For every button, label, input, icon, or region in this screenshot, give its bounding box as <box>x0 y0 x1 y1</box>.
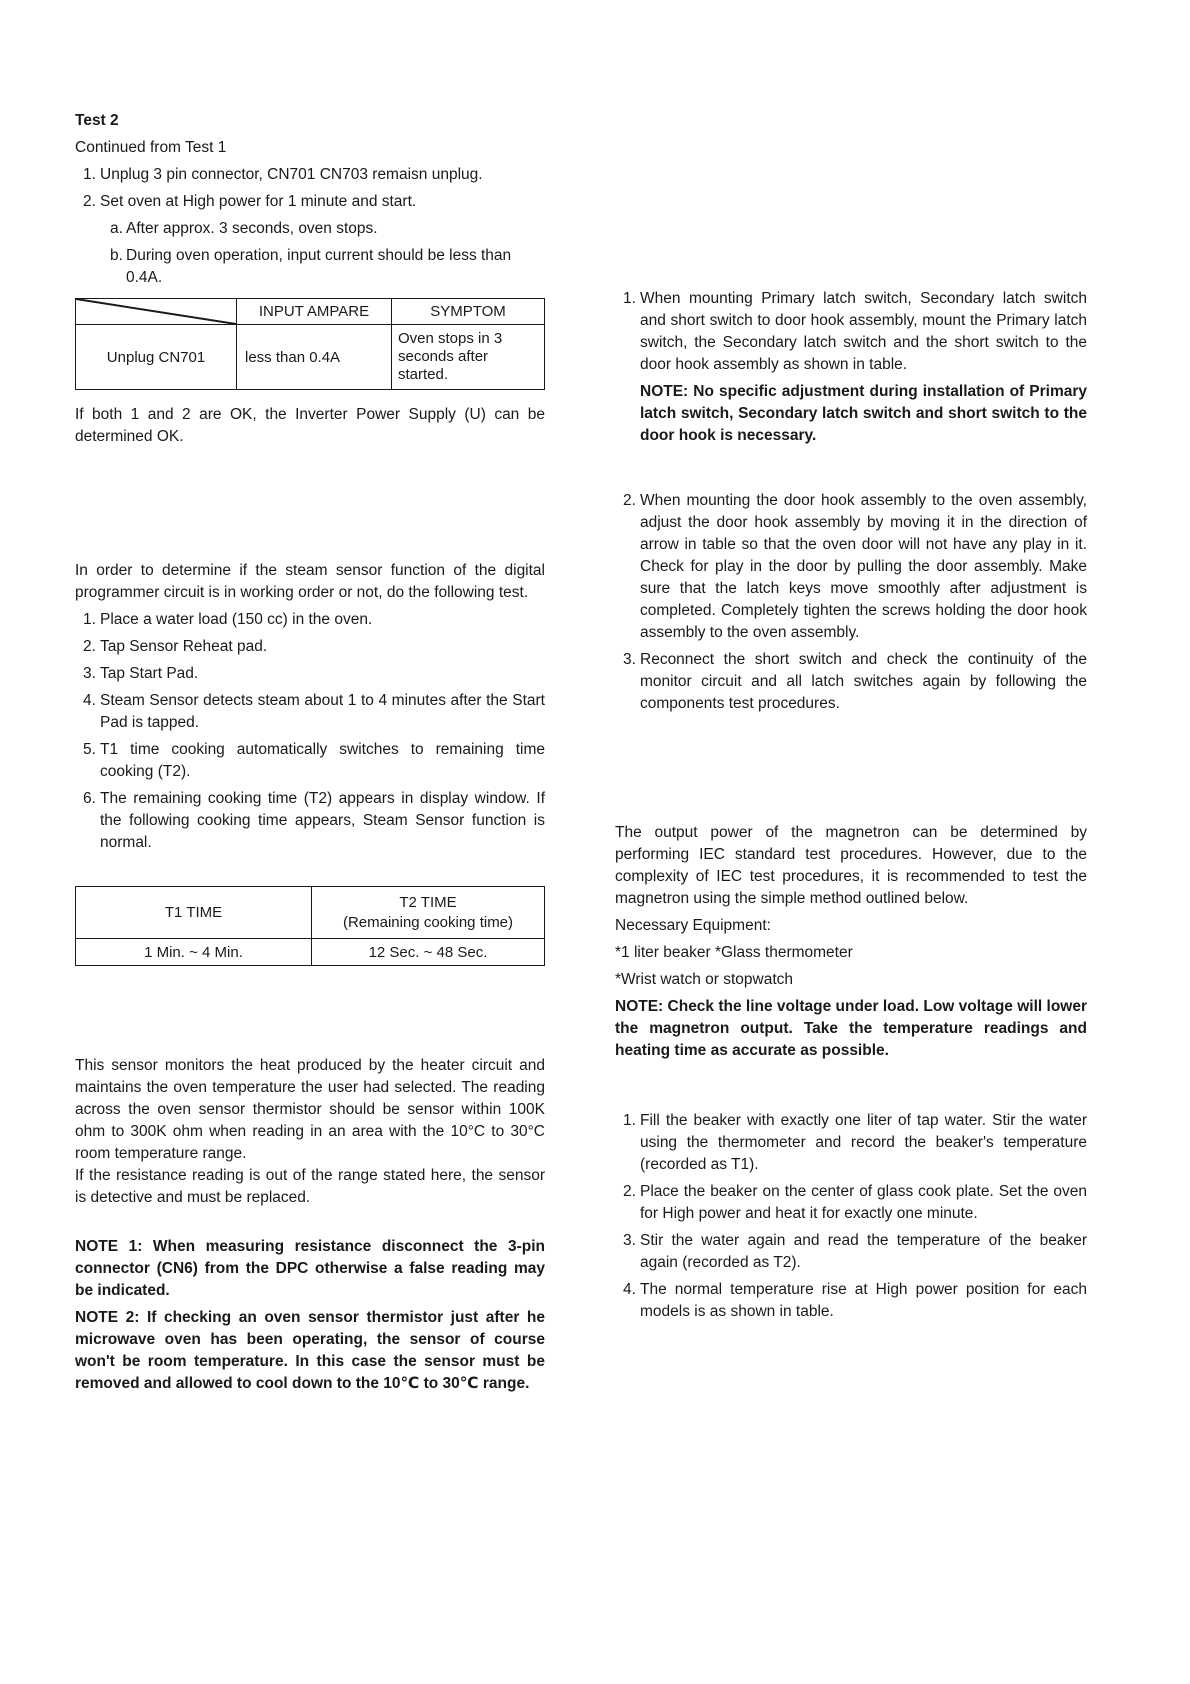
magnetron-note: NOTE: Check the line voltage under load. Low voltage will lower the magnetron output. Take the temperature readings and heating time as accurate as possible. <box>615 998 1087 1059</box>
table-cell: less than 0.4A <box>237 325 392 390</box>
latch-section-2 <box>615 490 1087 720</box>
list-item: 1. Place a water load (150 cc) in the oven. <box>83 611 373 628</box>
steam-steps <box>75 609 545 854</box>
magnetron-steps <box>615 1110 1087 1323</box>
magnetron-steps-section <box>615 1110 1087 1328</box>
list-item: 2. Tap Sensor Reheat pad. <box>83 638 268 655</box>
latch-note: NOTE: No specific adjustment during installation of Primary latch switch, Secondary latch switch and short switch to the door hook is necessary. <box>640 383 1087 444</box>
list-item: 5. T1 time cooking automatically switches to remaining time cooking (T2). <box>83 741 545 780</box>
table-header: T1 TIME <box>76 887 312 939</box>
list-item: b. During oven operation, input current should be less than 0.4A. <box>110 247 512 286</box>
t2-time-label: T2 TIME <box>399 893 457 911</box>
list-item: 6. The remaining cooking time (T2) appears in display window. If the following cooking time appears, Steam Sensor function is normal. <box>83 790 545 851</box>
table-cell: Oven stops in 3 seconds after started. <box>392 325 545 390</box>
test2-conclusion: If both 1 and 2 are OK, the Inverter Power Supply (U) can be determined OK. <box>75 406 545 445</box>
list-item: 4. The normal temperature rise at High power position for each models is as shown in table. <box>623 1281 1087 1320</box>
latch-steps-a <box>615 288 1087 376</box>
oven-sensor-section <box>75 1055 545 1395</box>
list-item: 1. Fill the beaker with exactly one liter of tap water. Stir the water using the thermometer and record the beaker's temperature (recorded as T1). <box>623 1112 1087 1173</box>
equipment-line-1: *1 liter beaker *Glass thermometer <box>615 944 853 961</box>
list-item: 3. Stir the water again and read the temperature of the beaker again (recorded as T2). <box>623 1232 1087 1271</box>
list-item: 2. Set oven at High power for 1 minute and start. <box>83 193 417 210</box>
table-cell: 1 Min. ~ 4 Min. <box>76 939 312 966</box>
list-item: 3. Tap Start Pad. <box>83 665 199 682</box>
t2-time-sublabel: (Remaining cooking time) <box>342 913 514 931</box>
equipment-label: Necessary Equipment: <box>615 917 771 934</box>
list-item: a. After approx. 3 seconds, oven stops. <box>110 220 378 237</box>
test2-substeps <box>75 218 545 289</box>
oven-sensor-note2: NOTE 2: If checking an oven sensor thermistor just after he microwave oven has been operating, the sensor of course won't be room temperature. In this case the sensor must be removed and allowed to cool down to the 10℃ to 30℃ range. <box>75 1309 545 1392</box>
list-item: 1. Unplug 3 pin connector, CN701 CN703 remaisn unplug. <box>83 166 483 183</box>
list-item: 2. Place the beaker on the center of glass cook plate. Set the oven for High power and heat it for exactly one minute. <box>623 1183 1087 1222</box>
table-corner-cell <box>76 299 237 325</box>
steam-time-table <box>75 886 545 966</box>
list-item: 4. Steam Sensor detects steam about 1 to 4 minutes after the Start Pad is tapped. <box>83 692 545 731</box>
steam-intro: In order to determine if the steam sensor function of the digital programmer circuit is in working order or not, do the following test. <box>75 562 545 601</box>
table-header <box>312 887 545 939</box>
test2-title: Test 2 <box>75 112 119 129</box>
latch-steps-b <box>615 490 1087 715</box>
magnetron-intro: The output power of the magnetron can be determined by performing IEC standard test procedures. However, due to the complexity of IEC test procedures, it is recommended to test the magnetron using the simple method outlined below. <box>615 824 1087 907</box>
list-item: 1. When mounting Primary latch switch, Secondary latch switch and short switch to door hook assembly, mount the Primary latch switch, the Secondary latch switch and the short switch to the door hook assembly as shown in table. <box>623 290 1087 373</box>
oven-sensor-note1: NOTE 1: When measuring resistance disconnect the 3-pin connector (CN6) from the DPC otherwise a false reading may be indicated. <box>75 1238 545 1299</box>
magnetron-section <box>615 822 1087 1062</box>
oven-sensor-para2: If the resistance reading is out of the range stated here, the sensor is detective and must be replaced. <box>75 1167 545 1206</box>
table-cell: 12 Sec. ~ 48 Sec. <box>312 939 545 966</box>
latch-section <box>615 288 1087 447</box>
table-cell: Unplug CN701 <box>76 325 237 390</box>
diagonal-line <box>76 299 236 324</box>
equipment-line-2: *Wrist watch or stopwatch <box>615 971 794 988</box>
list-item: 2. When mounting the door hook assembly to the oven assembly, adjust the door hook assembly by moving it in the direction of arrow in table so that the oven door will not have any play in it. Check for play in the door by pulling the door assembly. Make sure that the latch keys move smoothly after adjustment is completed. Completely tighten the screws holding the door hook assembly to the oven assembly. <box>623 492 1087 641</box>
test2-section <box>75 110 545 294</box>
test2-intro: Continued from Test 1 <box>75 139 227 156</box>
test2-steps <box>75 164 545 213</box>
table-header: SYMPTOM <box>392 299 545 325</box>
table-header: INPUT AMPARE <box>237 299 392 325</box>
steam-section <box>75 560 545 859</box>
list-item: 3. Reconnect the short switch and check the continuity of the monitor circuit and all latch switches again by following the components test procedures. <box>623 651 1087 712</box>
input-ampare-table <box>75 298 545 390</box>
oven-sensor-para1: This sensor monitors the heat produced by the heater circuit and maintains the oven temperature the user had selected. The reading across the oven sensor thermistor should be sensor within 100K ohm to 300K ohm when reading in an area with the 10°C to 30°C room temperature range. <box>75 1057 545 1162</box>
